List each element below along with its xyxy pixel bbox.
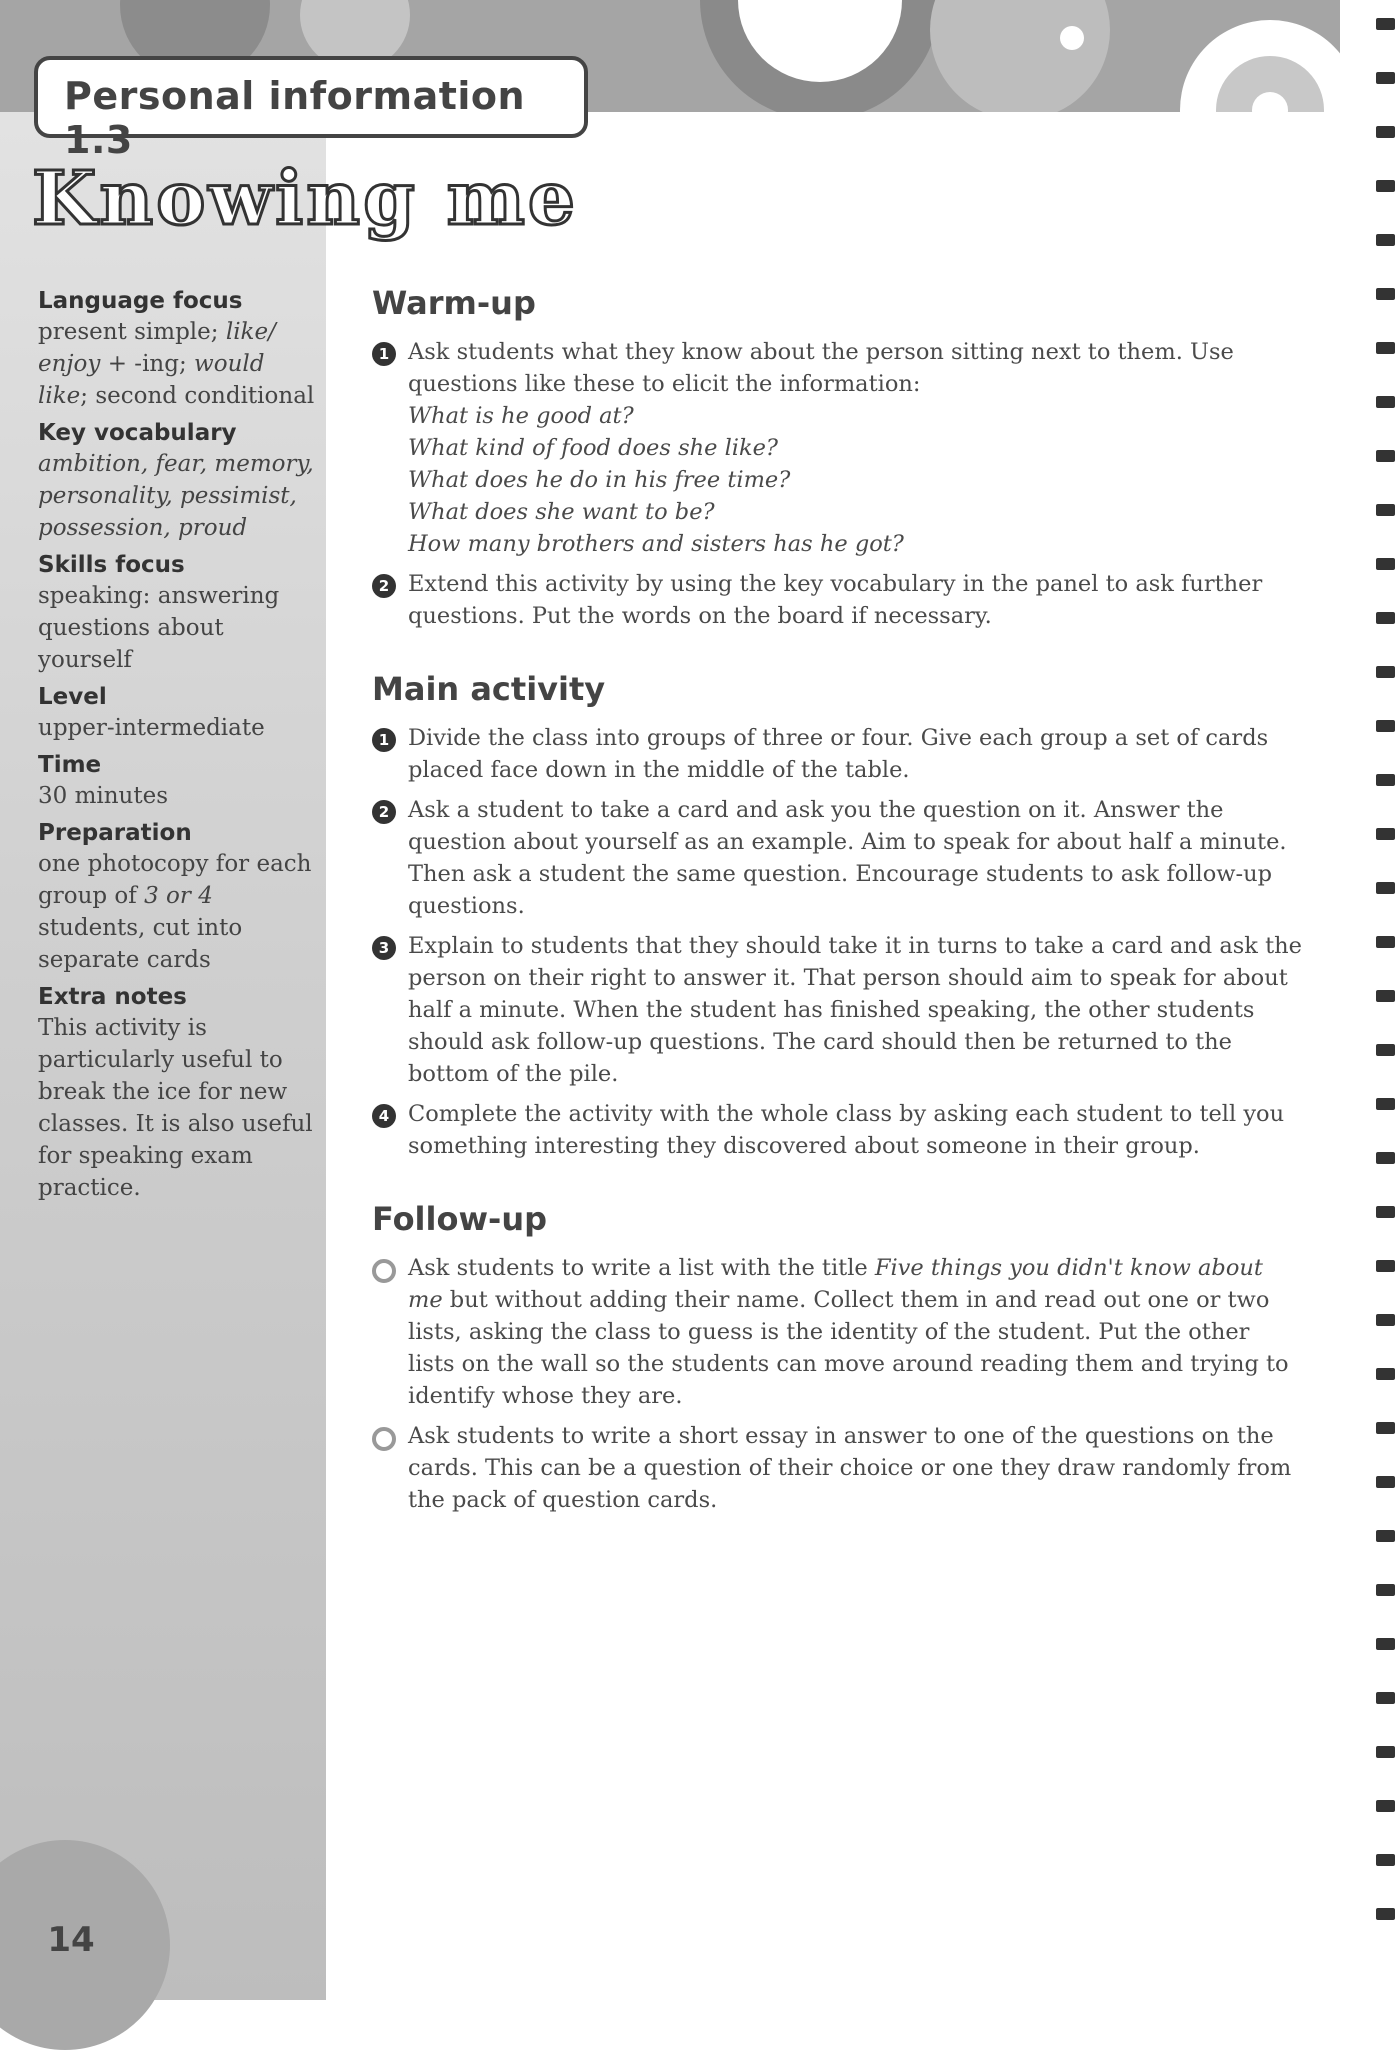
binding-hole [1376,1476,1395,1488]
sidebar-label: Language focus [38,288,243,314]
binding-hole [1376,234,1395,246]
number-2-icon: 2 [372,574,396,598]
warmup-step [372,568,1302,632]
main-activity-step [372,930,1302,1090]
sidebar-label: Skills focus [38,552,185,578]
circle-bullet-icon [372,1259,396,1283]
banner-circle [1060,26,1084,50]
sidebar-value: speaking: answering questions about yourself [38,583,280,673]
sidebar-value: This activity is particularly useful to break the ice for new classes. It is also useful for speaking exam practice. [38,1015,313,1201]
binding-hole [1376,1854,1395,1866]
main-content [372,284,1302,1524]
binding-hole [1376,558,1395,570]
sidebar-label: Level [38,684,107,710]
step-text: Ask students to write a list with the title Five things you didn't know about me but without adding their name. Collect them in and read out one or two lists, asking the class to guess is the identity of the student. Put the other lists on the wall so the students can move around reading them and trying to identify whose they are. [408,1255,1289,1409]
example-question: What is he good at? [408,403,634,429]
binding-hole [1376,828,1395,840]
sidebar-label: Key vocabulary [38,420,237,446]
circle-bullet-icon [372,1427,396,1451]
binding-hole [1376,936,1395,948]
binding-hole [1376,1746,1395,1758]
sidebar-label: Time [38,752,102,778]
banner-circle [930,0,1110,112]
sidebar-info [38,286,320,1210]
binding-hole [1376,1044,1395,1056]
page-number: 14 [47,1920,95,1960]
binding-hole [1376,990,1395,1002]
section-tab [34,56,588,162]
sidebar-value: present simple; like/ enjoy + -ing; would like; second conditional [38,319,315,409]
spiral-binding [1370,18,1395,1998]
example-question: How many brothers and sisters has he got? [408,531,904,557]
binding-hole [1376,1422,1395,1434]
binding-hole [1376,18,1395,30]
step-text: Ask students what they know about the person sitting next to them. Use questions like these to elicit the information: [408,339,1234,397]
binding-hole [1376,180,1395,192]
main-activity-heading: Main activity [372,670,606,708]
page-title: Knowing me [32,156,578,242]
binding-hole [1376,1098,1395,1110]
sidebar-value: 30 minutes [38,783,169,809]
sidebar-value: ambition, fear, memory, personality, pessimist, possession, proud [38,451,314,541]
main-activity-step [372,794,1302,922]
binding-hole [1376,396,1395,408]
binding-hole [1376,450,1395,462]
main-activity-step [372,1098,1302,1162]
follow-up-heading: Follow-up [372,1200,547,1238]
follow-up-item [372,1420,1302,1516]
binding-hole [1376,882,1395,894]
binding-hole [1376,612,1395,624]
step-text: Extend this activity by using the key vocabulary in the panel to ask further questions. Put the words on the board if necessary. [408,571,1263,629]
section-label: Personal information 1.3 [64,74,526,162]
number-3-icon: 3 [372,936,396,960]
binding-hole [1376,1206,1395,1218]
binding-hole [1376,288,1395,300]
number-4-icon: 4 [372,1104,396,1128]
step-text: Ask students to write a short essay in answer to one of the questions on the cards. This can be a question of their choice or one they draw randomly from the pack of question cards. [408,1423,1292,1513]
binding-hole [1376,1800,1395,1812]
binding-hole [1376,1692,1395,1704]
binding-hole [1376,720,1395,732]
binding-hole [1376,1368,1395,1380]
follow-up-item [372,1252,1302,1412]
binding-hole [1376,1314,1395,1326]
sidebar-label: Preparation [38,820,192,846]
step-text: Explain to students that they should take it in turns to take a card and ask the person on their right to answer it. That person should aim to speak for about half a minute. When the student has finished speaking, the other students should ask follow-up questions. The card should then be returned to the bottom of the pile. [408,933,1302,1087]
step-text: Complete the activity with the whole class by asking each student to tell you something interesting they discovered about someone in their group. [408,1101,1285,1159]
sidebar-label: Extra notes [38,984,187,1010]
number-1-icon: 1 [372,342,396,366]
main-activity-step [372,722,1302,786]
example-question: What does he do in his free time? [408,467,791,493]
step-text: Divide the class into groups of three or four. Give each group a set of cards placed face down in the middle of the table. [408,725,1269,783]
example-question: What does she want to be? [408,499,715,525]
number-2-icon: 2 [372,800,396,824]
sidebar-value: one photocopy for each group of 3 or 4 students, cut into separate cards [38,851,312,973]
binding-hole [1376,1530,1395,1542]
binding-hole [1376,126,1395,138]
binding-hole [1376,774,1395,786]
warmup-step [372,336,1302,560]
binding-hole [1376,342,1395,354]
sidebar-value: upper-intermediate [38,715,265,741]
binding-hole [1376,1152,1395,1164]
step-text: Ask a student to take a card and ask you the question on it. Answer the question about yourself as an example. Aim to speak for about half a minute. Then ask a student the same question. Encourage students to ask follow-up questions. [408,797,1287,919]
binding-hole [1376,504,1395,516]
binding-hole [1376,1908,1395,1920]
example-question: What kind of food does she like? [408,435,778,461]
binding-hole [1376,1260,1395,1272]
binding-hole [1376,1638,1395,1650]
warmup-heading: Warm-up [372,284,536,322]
binding-hole [1376,666,1395,678]
binding-hole [1376,1584,1395,1596]
number-1-icon: 1 [372,728,396,752]
binding-hole [1376,72,1395,84]
